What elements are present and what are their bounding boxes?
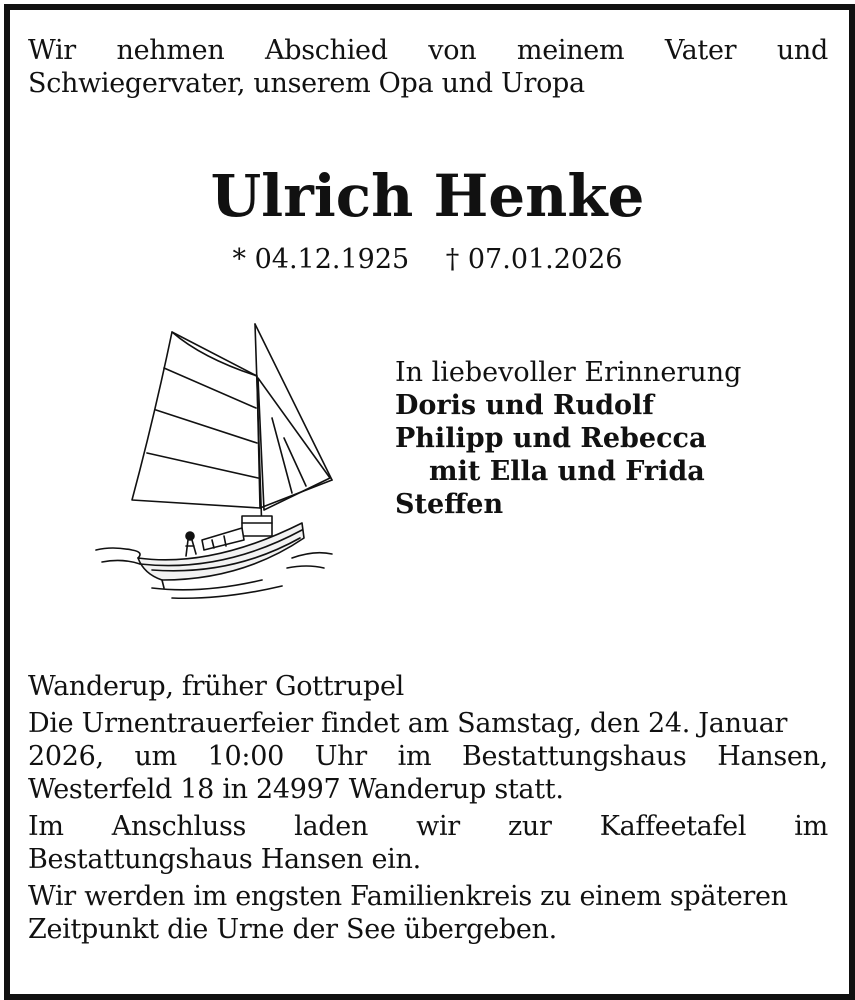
intro-word: von (428, 35, 477, 66)
birth-date: * 04.12.1925 (232, 244, 410, 275)
reception-line-2: Bestattungshaus Hansen ein. (28, 844, 421, 875)
intro-word: nehmen (116, 35, 225, 66)
service-word: Hansen, (717, 741, 828, 772)
service-word: Uhr (314, 741, 367, 772)
service-word: Bestattungshaus (461, 741, 687, 772)
reception-paragraph (28, 810, 828, 876)
intro-line-2: Schwiegervater, unserem Opa und Uropa (28, 68, 585, 99)
intro-word: meinem (516, 35, 625, 66)
urn-line-1: Wir werden im engsten Familienkreis zu einem späteren (28, 881, 788, 912)
service-paragraph (28, 707, 828, 806)
service-line-2 (28, 740, 828, 773)
intro-word: Abschied (265, 35, 388, 66)
reception-line-1 (28, 810, 828, 843)
mourner-line-1: Doris und Rudolf (395, 390, 654, 421)
service-line-3: Westerfeld 18 in 24997 Wanderup statt. (28, 774, 564, 805)
reception-word: Im (28, 811, 64, 842)
memory-intro: In liebevoller Erinnerung (395, 357, 742, 388)
death-date: † 07.01.2026 (445, 244, 623, 275)
service-word: 2026, (28, 741, 104, 772)
reception-word: Kaffeetafel (599, 811, 747, 842)
life-dates (0, 244, 855, 275)
intro-line-1 (28, 34, 828, 67)
mourner-line-2: Philipp und Rebecca (395, 423, 707, 454)
reception-word: im (794, 811, 828, 842)
mourner-line-4: Steffen (395, 489, 504, 520)
mourner-line-3: mit Ella und Frida (429, 456, 705, 487)
memory-block (395, 356, 815, 521)
service-word: um (134, 741, 177, 772)
service-line-1: Die Urnentrauerfeier findet am Samstag, den 24. Januar (28, 708, 788, 739)
sailboat-illustration-icon (92, 318, 342, 603)
reception-word: Anschluss (111, 811, 247, 842)
service-details (28, 670, 828, 950)
place-line: Wanderup, früher Gottrupel (28, 671, 404, 702)
intro-word: Vater (664, 35, 737, 66)
intro-text (28, 34, 828, 100)
reception-word: laden (294, 811, 369, 842)
urn-line-2: Zeitpunkt die Urne der See übergeben. (28, 914, 557, 945)
intro-word: Wir (28, 35, 76, 66)
service-word: 10:00 (207, 741, 284, 772)
reception-word: wir (416, 811, 460, 842)
reception-word: zur (508, 811, 552, 842)
intro-word: und (776, 35, 828, 66)
deceased-name: Ulrich Henke (210, 162, 645, 230)
urn-paragraph (28, 880, 828, 946)
service-word: im (397, 741, 432, 772)
